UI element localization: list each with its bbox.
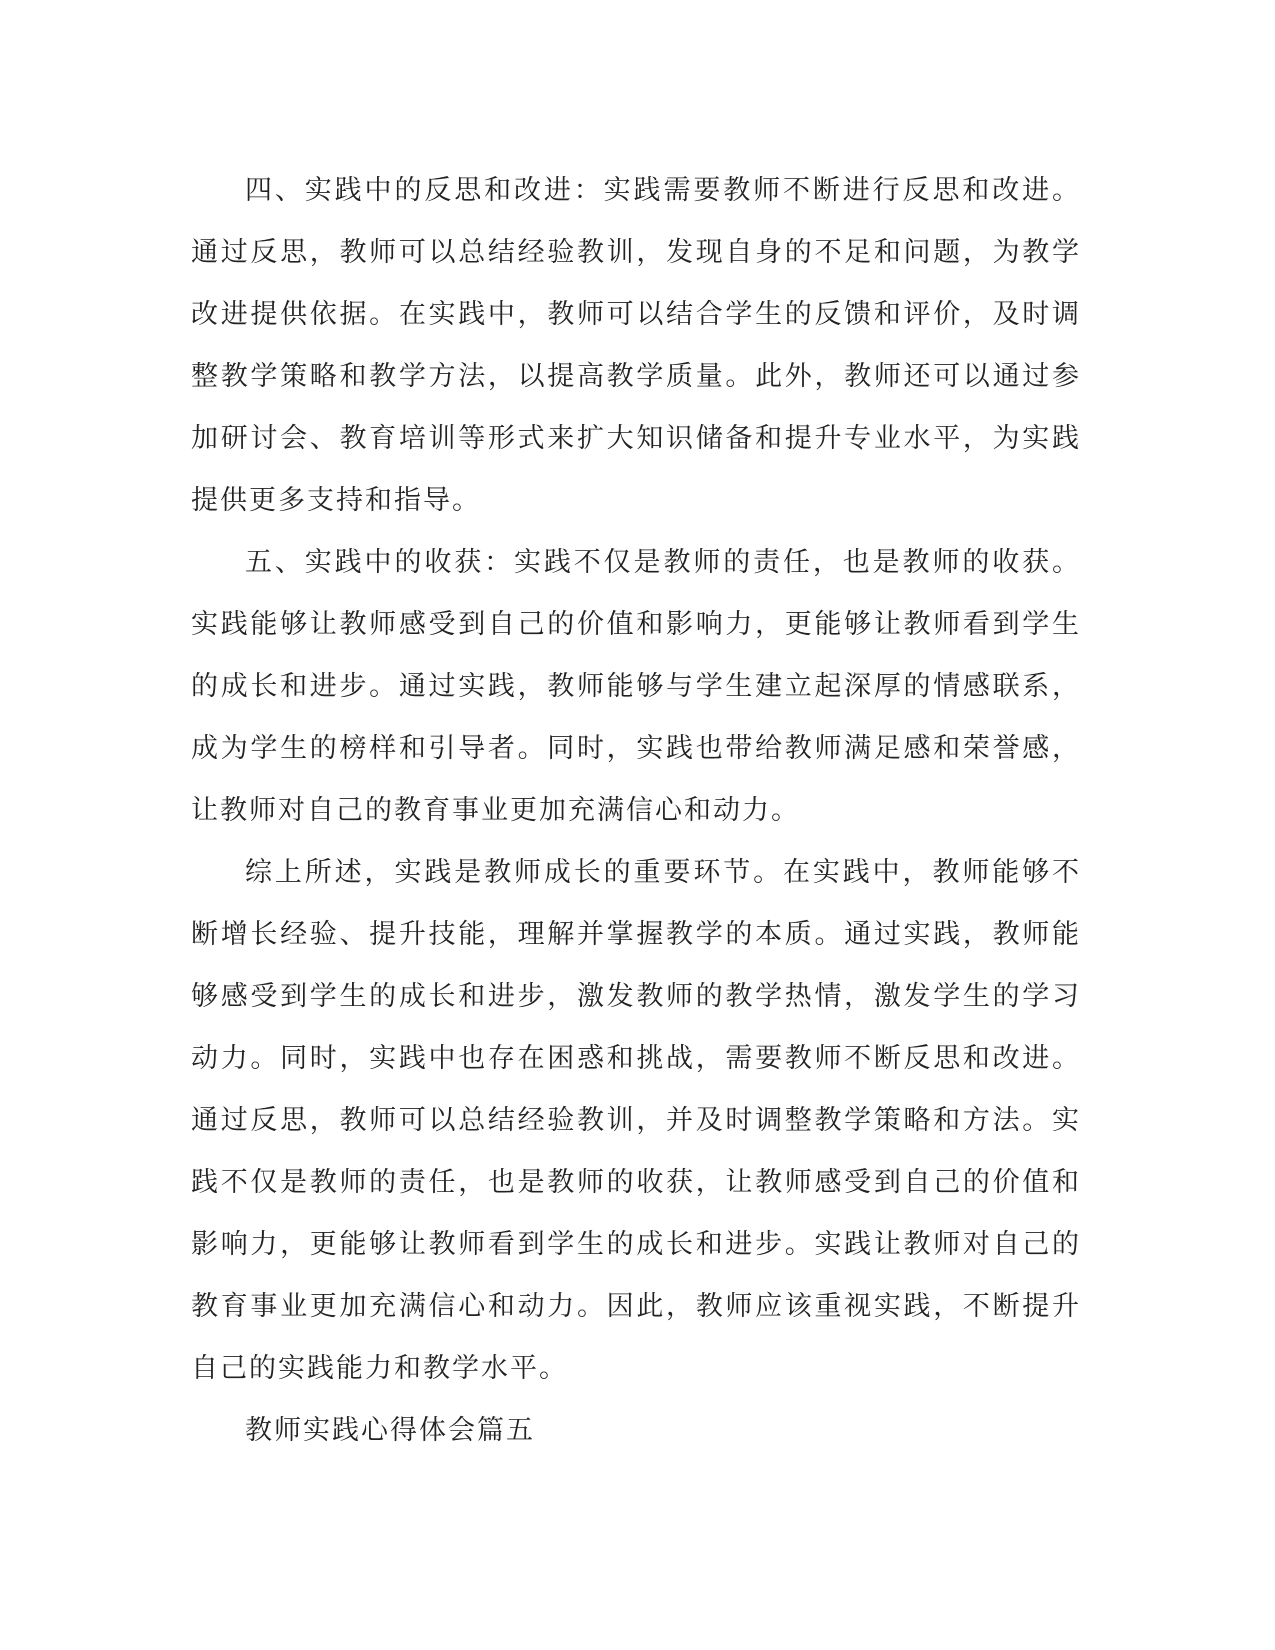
paragraph-gains: 五、实践中的收获：实践不仅是教师的责任，也是教师的收获。实践能够让教师感受到自己的价值和影响力，更能够让教师看到学生的成长和进步。通过实践，教师能够与学生建立起深厚的情感联系，成为学生的榜样和引导者。同时，实践也带给教师满足感和荣誉感，让教师对自己的教育事业更加充满信心和动力。 bbox=[191, 547, 1081, 826]
section-heading: 教师实践心得体会篇五 bbox=[245, 1415, 535, 1446]
paragraph-summary: 综上所述，实践是教师成长的重要环节。在实践中，教师能够不断增长经验、提升技能，理解并掌握教学的本质。通过实践，教师能够感受到学生的成长和进步，激发教师的教学热情，激发学生的学习动力。同时，实践中也存在困惑和挑战，需要教师不断反思和改进。通过反思，教师可以总结经验教训，并及时调整教学策略和方法。实践不仅是教师的责任，也是教师的收获，让教师感受到自己的价值和影响力，更能够让教师看到学生的成长和进步。实践让教师对自己的教育事业更加充满信心和动力。因此，教师应该重视实践，不断提升自己的实践能力和教学水平。 bbox=[191, 857, 1081, 1384]
paragraph-reflection-improvement: 四、实践中的反思和改进：实践需要教师不断进行反思和改进。通过反思，教师可以总结经验教训，发现自身的不足和问题，为教学改进提供依据。在实践中，教师可以结合学生的反馈和评价，及时调整教学策略和教学方法，以提高教学质量。此外，教师还可以通过参加研讨会、教育培训等形式来扩大知识储备和提升专业水平，为实践提供更多支持和指导。 bbox=[191, 175, 1081, 516]
document-body bbox=[191, 160, 1081, 1462]
